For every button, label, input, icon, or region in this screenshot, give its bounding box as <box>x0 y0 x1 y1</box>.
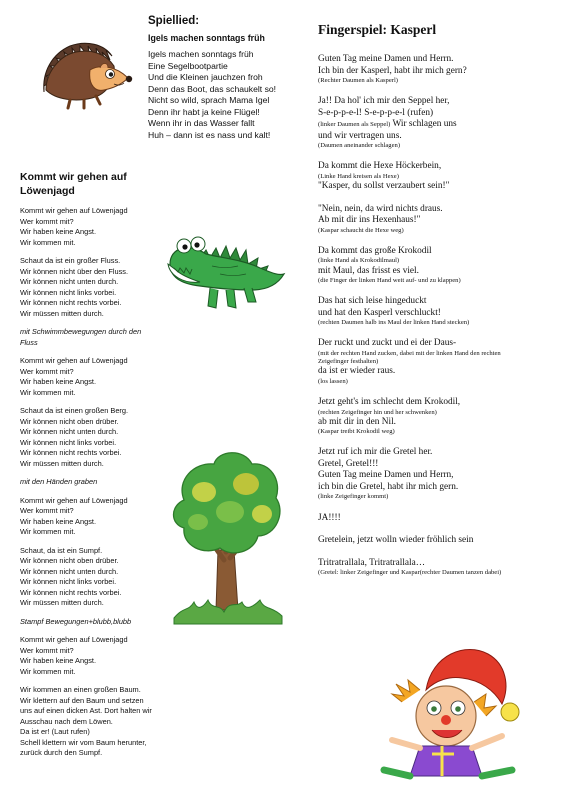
stanza-line: mit Schwimmbewegungen durch den <box>20 327 142 336</box>
stanza-line: Ausschau nach dem Löwen. <box>20 716 113 726</box>
stanza-line: Kommt wir gehen auf Löwenjagd <box>20 495 128 505</box>
stage-direction: (rechten Daumen halb ins Maul der linken Hand stecken) <box>318 319 470 327</box>
stanza-line: Schaut, da ist ein Sumpf. <box>20 545 103 555</box>
kasperl-clown-illustration <box>362 636 532 786</box>
verse-line: und wir vertragen uns. <box>318 130 402 141</box>
verse-line: S-e-p-p-e-l! S-e-p-p-e-l (rufen) <box>318 107 434 118</box>
verse-block <box>318 535 558 547</box>
stage-direction: (Gretel: linker Zeigefinger und Kaspar(rechter Daumen tanzen dabei) <box>318 569 502 577</box>
kasperl-section <box>318 22 558 588</box>
spiellied-subtitle: Igels machen sonntags früh <box>148 33 265 43</box>
stanza <box>20 206 160 248</box>
stanza-line: Kommt wir gehen auf Löwenjagd <box>20 356 128 365</box>
stanza-line: Wir haben keine Angst. <box>20 656 97 665</box>
verse-block <box>318 246 558 285</box>
stanza-line: Kommt wir gehen auf Löwenjagd <box>20 206 128 215</box>
stanza-line: Wir haben keine Angst. <box>20 377 97 386</box>
verse-line: da ist er wieder raus. <box>318 366 396 377</box>
verse-line: Guten Tag meine Damen und Herrn, <box>318 470 454 481</box>
stanza <box>20 256 160 319</box>
stanza <box>20 685 160 759</box>
stanza-line: Schaut da ist einen großen Berg. <box>20 406 129 415</box>
stage-direction: (linke Hand als Krokodilmaul) <box>318 257 400 265</box>
stanza-line: Wir können nicht rechts vorbei. <box>20 448 122 457</box>
verse-block <box>318 397 558 436</box>
stanza-line: Wir können nicht unten durch. <box>20 277 119 286</box>
stage-direction: (Kaspar treibt Krokodil weg) <box>318 428 395 436</box>
stanza-line: Wir kommen mit. <box>20 237 76 247</box>
stanza <box>20 406 160 469</box>
verse-line: Jetzt ruf ich mir die Gretel her. <box>318 447 433 458</box>
stanza-line: Wer kommt mit? <box>20 506 74 515</box>
stanza-line: Wir können nicht links vorbei. <box>20 437 117 447</box>
stanza-line: Schell klettern wir vom Baum herunter, <box>20 737 147 747</box>
hedgehog-illustration <box>36 34 136 112</box>
loewenjagd-stanzas <box>20 206 160 759</box>
verse-line: Huh – dann ist es nass und kalt! <box>148 129 271 140</box>
stage-direction: (Linke Hand kreisen als Hexe) <box>318 172 399 180</box>
tree-illustration <box>164 440 292 630</box>
stage-direction: (los lassen) <box>318 377 348 385</box>
stanza-line: Schaut da ist ein großer Fluss. <box>20 256 121 265</box>
stage-direction: (linker Daumen als Seppel) <box>318 121 391 129</box>
verse-line: ich bin die Gretel, habt ihr mich gern. <box>318 481 459 492</box>
stanza-line: Wir müssen mitten durch. <box>20 308 104 318</box>
stanza <box>20 635 160 677</box>
spiellied-verse <box>148 49 308 141</box>
verse-line: und hat den Kasperl verschluckt! <box>318 307 441 318</box>
verse-line: Und die Kleinen jauchzen froh <box>148 72 263 82</box>
stanza-line: uns auf einen dicken Ast. Dort halten wir <box>20 706 152 715</box>
stanza-line: Wir können nicht oben drüber. <box>20 556 119 565</box>
verse-block <box>318 558 558 578</box>
stanza-line: Fluss <box>20 337 38 347</box>
verse-line: Der ruckt und zuckt und ei der Daus- <box>318 338 457 349</box>
stanza-line: Wir kommen mit. <box>20 387 76 397</box>
loewenjagd-title-line: Löwenjagd <box>20 185 75 197</box>
stanza-line: zurück durch den Sumpf. <box>20 748 103 757</box>
stage-direction: (linke Zeigefinger kommt) <box>318 493 389 501</box>
stanza-line: Wir kommen an einen großen Baum. <box>20 685 141 694</box>
stanza-line: Wir können nicht rechts vorbei. <box>20 587 122 597</box>
stage-direction: Zeigefinger festhalten) <box>318 358 379 366</box>
verse-line: Guten Tag meine Damen und Herrn. <box>318 54 454 64</box>
stanza-line: Wer kommt mit? <box>20 645 74 655</box>
stanza-line: Wir können nicht links vorbei. <box>20 577 117 586</box>
verse-line: ab mit dir in den Nil. <box>318 416 396 427</box>
verse-line: "Kasper, du sollst verzaubert sein!" <box>318 181 450 192</box>
stanza-line: Wir können nicht unten durch. <box>20 427 119 436</box>
verse-line: JA!!!! <box>318 512 341 523</box>
verse-block <box>318 54 558 85</box>
stanza-line: Da ist er! (Laut rufen) <box>20 727 90 736</box>
kasperl-title: Fingerspiel: Kasperl <box>318 22 437 37</box>
stage-direction <box>20 327 160 348</box>
stanza-line: Wir kommen mit. <box>20 666 76 676</box>
stage-direction: (Kaspar schaucht die Hexe weg) <box>318 226 404 234</box>
verse-line: Da kommt das große Krokodil <box>318 245 432 256</box>
verse-line: Ich bin der Kasperl, habt ihr mich gern? <box>318 65 467 76</box>
verse-block <box>318 96 558 150</box>
crocodile-illustration <box>160 218 290 318</box>
verse-line: Jetzt geht's im schlecht dem Krokodil, <box>318 397 461 408</box>
stanza-line: mit den Händen graben <box>20 477 98 486</box>
stanza-line: Wir können nicht über den Fluss. <box>20 266 129 276</box>
stage-direction: (die Finger der linken Hand weit auf- und zu klappen) <box>318 277 461 285</box>
verse-line: Eine Segelbootpartie <box>148 60 228 71</box>
verse-line-mixed <box>318 119 558 131</box>
stanza-line: Wir klettern auf den Baum und setzen <box>20 695 144 705</box>
stanza <box>20 546 160 609</box>
kasperl-blocks <box>318 54 558 577</box>
verse-line: Da kommt die Hexe Höckerbein, <box>318 161 442 172</box>
verse-line: Denn das Boot, das schaukelt so! <box>148 83 277 94</box>
stage-direction: (rechten Zeigefinger hin und her schwenken) <box>318 408 437 416</box>
verse-block <box>318 338 558 386</box>
verse-line: Gretelein, jetzt wolln wieder fröhlich sein <box>318 535 474 546</box>
verse-line: Wenn ihr in das Wasser fallt <box>148 118 255 128</box>
loewenjagd-title <box>20 170 160 198</box>
verse-block <box>318 296 558 327</box>
stanza-line: Kommt wir gehen auf Löwenjagd <box>20 635 128 644</box>
stage-direction <box>20 617 160 628</box>
stanza-line: Wir können nicht unten durch. <box>20 566 119 576</box>
stanza-line: Wir kommen mit. <box>20 527 76 536</box>
verse-line: Wir schlagen uns <box>392 119 457 130</box>
stanza-line: Wir können nicht rechts vorbei. <box>20 298 122 307</box>
verse-block <box>318 204 558 235</box>
stanza-line: Wir können nicht links vorbei. <box>20 287 117 297</box>
stage-direction <box>20 477 160 488</box>
stage-direction: (Daumen aneinander schlagen) <box>318 142 401 150</box>
stage-direction: (Rechter Daumen als Kasperl) <box>318 77 399 84</box>
verse-line: Denn ihr habt ja keine Flügel! <box>148 106 260 117</box>
stanza <box>20 356 160 398</box>
stanza-line: Wer kommt mit? <box>20 216 74 226</box>
stanza-line: Stampf Bewegungen+blubb,blubb <box>20 616 132 626</box>
spiellied-title: Spiellied: <box>148 15 200 27</box>
stanza <box>20 496 160 538</box>
stanza-line: Wir haben keine Angst. <box>20 227 97 236</box>
verse-line: Nicht so wild, sprach Mama Igel <box>148 95 270 105</box>
verse-line: Das hat sich leise hingeduckt <box>318 296 427 307</box>
verse-line: Tritratrallala, Tritratrallala… <box>318 557 426 568</box>
stanza-line: Wir müssen mitten durch. <box>20 598 104 607</box>
stage-direction: (mit der rechten Hand zucken, dabei mit der linken Hand den rechten <box>318 349 501 357</box>
stanza-line: Wer kommt mit? <box>20 366 74 376</box>
verse-line: Gretel, Gretel!!! <box>318 458 379 469</box>
stanza-line: Wir können nicht oben drüber. <box>20 416 119 426</box>
verse-block <box>318 447 558 501</box>
loewenjagd-title-line: Kommt wir gehen auf <box>20 171 127 183</box>
stanza-line: Wir müssen mitten durch. <box>20 458 104 468</box>
verse-line: mit Maul, das frisst es viel. <box>318 265 419 276</box>
verse-line: Ab mit dir ins Hexenhaus!" <box>318 215 421 226</box>
verse-block <box>318 161 558 192</box>
verse-line: "Nein, nein, da wird nichts draus. <box>318 203 443 214</box>
verse-line: Igels machen sonntags früh <box>148 49 254 59</box>
verse-line: Ja!! Da hol' ich mir den Seppel her, <box>318 96 450 107</box>
spiellied-section <box>148 14 308 141</box>
loewenjagd-section <box>20 170 160 767</box>
stanza-line: Wir haben keine Angst. <box>20 516 97 526</box>
verse-block <box>318 513 558 525</box>
